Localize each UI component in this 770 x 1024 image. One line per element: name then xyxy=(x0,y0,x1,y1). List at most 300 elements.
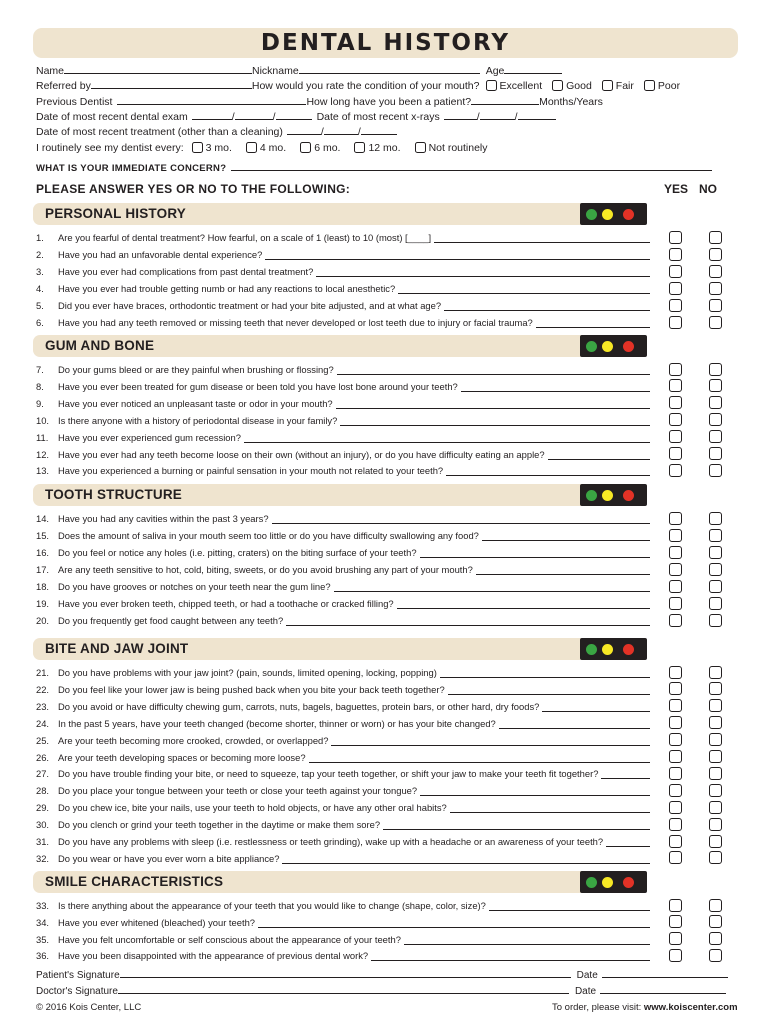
question-row xyxy=(36,899,650,912)
concern-label: WHAT IS YOUR IMMEDIATE CONCERN? xyxy=(36,163,227,174)
answer-line[interactable] xyxy=(499,728,650,729)
no-checkbox[interactable] xyxy=(709,682,722,695)
green-light-icon xyxy=(584,207,599,222)
question-text: Have you ever noticed an unpleasant taste or odor in your mouth? xyxy=(58,397,333,409)
referred-field[interactable] xyxy=(91,80,252,89)
instructions-heading: PLEASE ANSWER YES OR NO TO THE FOLLOWING: xyxy=(36,182,351,196)
question-row xyxy=(36,700,650,713)
rate-good-label: Good xyxy=(566,80,592,92)
yes-checkbox[interactable] xyxy=(669,767,682,780)
yellow-light-icon xyxy=(600,488,615,503)
answer-line[interactable] xyxy=(444,310,650,311)
routine-label: I routinely see my dentist every: xyxy=(36,142,184,154)
yes-checkbox[interactable] xyxy=(669,563,682,576)
question-row xyxy=(36,933,650,946)
question-row xyxy=(36,563,650,576)
recent-xrays-label: Date of most recent x-rays xyxy=(316,111,440,123)
no-checkbox[interactable] xyxy=(709,851,722,864)
rate-poor-checkbox[interactable] xyxy=(644,80,655,91)
answer-line[interactable] xyxy=(440,677,650,678)
yes-checkbox[interactable] xyxy=(669,699,682,712)
no-checkbox[interactable] xyxy=(709,733,722,746)
question-number: 32. xyxy=(36,852,50,864)
question-row xyxy=(36,414,650,427)
question-row xyxy=(36,282,650,295)
answer-line[interactable] xyxy=(450,812,650,813)
section-header xyxy=(33,638,647,660)
question-number: 24. xyxy=(36,717,50,729)
doctor-signature-row xyxy=(36,985,726,997)
no-checkbox[interactable] xyxy=(709,379,722,392)
answer-line[interactable] xyxy=(331,745,650,746)
patient-date-field[interactable] xyxy=(602,969,728,978)
no-checkbox[interactable] xyxy=(709,546,722,559)
question-number: 21. xyxy=(36,667,50,678)
previous-dentist-label: Previous Dentist xyxy=(36,96,113,108)
question-text: Did you ever have braces, orthodontic treatment or had your bite adjusted, and at what age? xyxy=(58,300,442,311)
order-url-link[interactable]: www.koiscenter.com xyxy=(643,1002,738,1013)
answer-line[interactable] xyxy=(316,276,650,277)
red-light-icon xyxy=(621,875,636,890)
question-text: Have you felt uncomfortable or self conscious about the appearance of your teeth? xyxy=(58,933,401,945)
header-line-dates: Date of most recent dental exam / / Date of most recent x-rays / / xyxy=(36,111,556,124)
question-text: Do you place your tongue between your teeth or close your teeth against your tongue? xyxy=(58,785,418,797)
question-text: Have you had any cavities within the past 3 years? xyxy=(58,513,269,524)
traffic-light-icon xyxy=(580,871,647,893)
question-number: 3. xyxy=(36,266,44,277)
answer-line[interactable] xyxy=(340,425,650,426)
question-number: 29. xyxy=(36,802,50,814)
section-header xyxy=(33,871,647,893)
recent-xrays-year[interactable] xyxy=(518,111,556,120)
question-number: 31. xyxy=(36,836,50,847)
answer-line[interactable] xyxy=(337,374,650,375)
question-row xyxy=(36,431,650,444)
question-row xyxy=(36,767,650,780)
answer-line[interactable] xyxy=(265,259,650,260)
no-checkbox[interactable] xyxy=(709,614,722,627)
patient-date-label: Date xyxy=(576,970,598,981)
yes-checkbox[interactable] xyxy=(669,265,682,278)
question-text: Have you had an unfavorable dental experience? xyxy=(58,249,263,260)
question-text: Do your gums bleed or are they painful when brushing or flossing? xyxy=(58,364,334,375)
question-text: Have you ever had trouble getting numb or had any reactions to local anesthetic? xyxy=(58,283,396,294)
question-number: 4. xyxy=(36,283,44,294)
header-line-treatment: Date of most recent treatment (other than a cleaning) / / xyxy=(36,126,397,139)
yes-checkbox[interactable] xyxy=(669,363,682,376)
section-title: SMILE CHARACTERISTICS xyxy=(45,874,224,889)
green-light-icon xyxy=(584,642,599,657)
question-number: 19. xyxy=(36,598,50,609)
question-row xyxy=(36,316,650,329)
question-row xyxy=(36,380,650,393)
how-long-label: How long have you been a patient? xyxy=(306,96,472,108)
question-text: Have you ever been treated for gum disease or been told you have lost bone around your teeth? xyxy=(58,380,458,392)
question-number: 22. xyxy=(36,683,50,695)
answer-line[interactable] xyxy=(548,459,650,460)
question-number: 14. xyxy=(36,513,50,524)
doctor-date-field[interactable] xyxy=(600,985,726,994)
yes-checkbox[interactable] xyxy=(669,430,682,443)
red-light-icon xyxy=(621,642,636,657)
rate-excellent-label: Excellent xyxy=(499,80,543,92)
yes-checkbox[interactable] xyxy=(669,835,682,848)
recent-treatment-year[interactable] xyxy=(361,126,397,135)
question-row xyxy=(36,299,650,312)
question-text: Do you wear or have you ever worn a bite appliance? xyxy=(58,852,280,864)
routine-6mo-checkbox[interactable] xyxy=(300,142,311,153)
no-checkbox[interactable] xyxy=(709,949,722,962)
question-text: Is there anything about the appearance of your teeth that you would like to change (shape, color, size)? xyxy=(58,900,486,911)
red-light-icon xyxy=(621,207,636,222)
routine-12mo-label: 12 mo. xyxy=(368,142,401,154)
red-light-icon xyxy=(621,339,636,354)
no-checkbox[interactable] xyxy=(709,464,722,477)
green-light-icon xyxy=(584,339,599,354)
no-checkbox[interactable] xyxy=(709,363,722,376)
no-checkbox[interactable] xyxy=(709,563,722,576)
answer-line[interactable] xyxy=(397,608,650,609)
question-text: Do you feel like your lower jaw is being pushed back when you bite your back teeth together? xyxy=(58,683,445,695)
question-number: 13. xyxy=(36,465,50,477)
name-label: Name xyxy=(36,65,65,77)
no-checkbox[interactable] xyxy=(709,265,722,278)
rate-poor-label: Poor xyxy=(657,80,681,92)
recent-exam-label: Date of most recent dental exam xyxy=(36,111,188,123)
yes-checkbox[interactable] xyxy=(669,580,682,593)
answer-line[interactable] xyxy=(404,944,650,945)
yes-checkbox[interactable] xyxy=(669,614,682,627)
question-row xyxy=(36,512,650,525)
rate-fair-checkbox[interactable] xyxy=(602,80,613,91)
rate-question: How would you rate the condition of your mouth? xyxy=(251,80,480,92)
question-row xyxy=(36,546,650,559)
question-number: 23. xyxy=(36,700,50,712)
question-number: 10. xyxy=(36,414,50,426)
answer-line[interactable] xyxy=(461,391,650,392)
answer-line[interactable] xyxy=(476,574,650,575)
question-number: 17. xyxy=(36,564,50,575)
answer-line[interactable] xyxy=(282,863,650,864)
no-checkbox[interactable] xyxy=(709,580,722,593)
question-row xyxy=(36,949,650,962)
no-checkbox[interactable] xyxy=(709,899,722,912)
section-title: PERSONAL HISTORY xyxy=(45,206,186,221)
previous-dentist-field[interactable] xyxy=(117,96,306,105)
answer-line[interactable] xyxy=(448,694,650,695)
traffic-light-icon xyxy=(580,638,647,660)
doctor-signature-label: Doctor's Signature xyxy=(36,986,118,997)
question-row xyxy=(36,784,650,797)
recent-xrays-day[interactable] xyxy=(480,111,515,120)
no-checkbox[interactable] xyxy=(709,597,722,610)
question-text: Are your teeth becoming more crooked, crowded, or overlapped? xyxy=(58,734,329,746)
no-checkbox[interactable] xyxy=(709,699,722,712)
answer-line[interactable] xyxy=(601,778,650,779)
question-row xyxy=(36,801,650,814)
yellow-light-icon xyxy=(600,339,615,354)
answer-line[interactable] xyxy=(272,523,650,524)
recent-treatment-month[interactable] xyxy=(287,126,321,135)
answer-line[interactable] xyxy=(383,829,650,830)
question-row xyxy=(36,248,650,261)
question-row xyxy=(36,597,650,610)
question-text: Do you clench or grind your teeth together in the daytime or make them sore? xyxy=(58,819,381,831)
routine-4mo-label: 4 mo. xyxy=(259,142,287,154)
question-text: Have you had any teeth removed or missing teeth that never developed or lost teeth due to injury or facial trauma? xyxy=(58,317,533,328)
no-checkbox[interactable] xyxy=(709,750,722,763)
yes-checkbox[interactable] xyxy=(669,682,682,695)
yellow-light-icon xyxy=(600,207,615,222)
yes-checkbox[interactable] xyxy=(669,447,682,460)
yes-checkbox[interactable] xyxy=(669,231,682,244)
yes-checkbox[interactable] xyxy=(669,529,682,542)
header-line-name xyxy=(36,65,562,78)
question-row xyxy=(36,717,650,730)
no-checkbox[interactable] xyxy=(709,282,722,295)
traffic-light-icon xyxy=(580,484,647,506)
header-line-referred xyxy=(36,80,680,93)
no-checkbox[interactable] xyxy=(709,529,722,542)
no-checkbox[interactable] xyxy=(709,801,722,814)
yes-checkbox[interactable] xyxy=(669,396,682,409)
no-checkbox[interactable] xyxy=(709,767,722,780)
question-row xyxy=(36,666,650,679)
section-title: BITE AND JAW JOINT xyxy=(45,641,189,656)
question-number: 28. xyxy=(36,785,50,797)
question-text: Do you avoid or have difficulty chewing gum, carrots, nuts, bagels, baguettes, protein bars, or other hard, dry foods? xyxy=(58,700,540,712)
no-checkbox[interactable] xyxy=(709,784,722,797)
question-text: In the past 5 years, have your teeth changed (become shorter, thinner or worn) or has your bite changed? xyxy=(58,717,496,729)
doctor-date-label: Date xyxy=(574,986,597,997)
yes-checkbox[interactable] xyxy=(669,413,682,426)
question-row xyxy=(36,397,650,410)
yes-checkbox[interactable] xyxy=(669,666,682,679)
recent-treatment-label: Date of most recent treatment (other than a cleaning) xyxy=(36,126,283,138)
name-field[interactable] xyxy=(64,65,252,74)
yes-checkbox[interactable] xyxy=(669,464,682,477)
answer-line[interactable] xyxy=(286,625,650,626)
yes-checkbox[interactable] xyxy=(669,316,682,329)
no-checkbox[interactable] xyxy=(709,248,722,261)
concern-row xyxy=(36,162,712,174)
copyright-text: © 2016 Kois Center, LLC xyxy=(36,1002,142,1013)
question-number: 18. xyxy=(36,581,50,592)
section-header xyxy=(33,484,647,506)
question-text: Are you fearful of dental treatment? How fearful, on a scale of 1 (least) to 10 (most) [____] xyxy=(58,232,432,243)
no-checkbox[interactable] xyxy=(709,716,722,729)
no-checkbox[interactable] xyxy=(709,447,722,460)
question-text: Are any teeth sensitive to hot, cold, biting, sweets, or do you avoid brushing any part of your mouth? xyxy=(58,564,473,575)
rate-fair-label: Fair xyxy=(615,80,634,92)
recent-exam-month[interactable] xyxy=(192,111,232,120)
yes-checkbox[interactable] xyxy=(669,733,682,746)
question-text: Do you frequently get food caught between any teeth? xyxy=(58,615,284,626)
question-text: Do you have problems with your jaw joint? (pain, sounds, limited opening, locking, popping) xyxy=(58,667,437,678)
question-number: 33. xyxy=(36,900,50,911)
yes-checkbox[interactable] xyxy=(669,299,682,312)
traffic-light-icon xyxy=(580,203,647,225)
recent-xrays-month[interactable] xyxy=(444,111,477,120)
yes-checkbox[interactable] xyxy=(669,597,682,610)
answer-line[interactable] xyxy=(434,242,650,243)
question-row xyxy=(36,265,650,278)
answer-line[interactable] xyxy=(336,408,650,409)
question-number: 20. xyxy=(36,615,50,626)
question-text: Do you have any problems with sleep (i.e. restlessness or teeth grinding), wake up with a headache or an awareness of your teeth? xyxy=(58,836,604,847)
question-number: 7. xyxy=(36,364,44,375)
section-title: TOOTH STRUCTURE xyxy=(45,487,182,502)
yes-checkbox[interactable] xyxy=(669,716,682,729)
header-line-previous-dentist xyxy=(36,96,603,109)
yes-checkbox[interactable] xyxy=(669,932,682,945)
question-number: 30. xyxy=(36,819,50,831)
answer-line[interactable] xyxy=(371,960,650,961)
age-field[interactable] xyxy=(504,65,562,74)
question-number: 9. xyxy=(36,397,44,409)
question-text: Is there anyone with a history of periodontal disease in your family? xyxy=(58,414,338,426)
question-text: Have you ever broken teeth, chipped teeth, or had a toothache or cracked filling? xyxy=(58,598,394,609)
no-checkbox[interactable] xyxy=(709,666,722,679)
answer-line[interactable] xyxy=(334,591,650,592)
question-number: 6. xyxy=(36,317,44,328)
question-row xyxy=(36,580,650,593)
patient-signature-field[interactable] xyxy=(120,969,571,978)
question-number: 16. xyxy=(36,547,50,558)
yes-checkbox[interactable] xyxy=(669,818,682,831)
yes-checkbox[interactable] xyxy=(669,379,682,392)
section-title: GUM AND BONE xyxy=(45,338,155,353)
order-info xyxy=(552,1002,738,1013)
recent-exam-year[interactable] xyxy=(276,111,312,120)
question-number: 15. xyxy=(36,530,50,541)
nickname-label: Nickname xyxy=(252,65,299,77)
no-checkbox[interactable] xyxy=(709,932,722,945)
no-checkbox[interactable] xyxy=(709,231,722,244)
question-text: Have you ever had complications from past dental treatment? xyxy=(58,266,314,277)
answer-line[interactable] xyxy=(542,711,650,712)
routine-4mo-checkbox[interactable] xyxy=(246,142,257,153)
question-text: Have you ever had any teeth become loose on their own (without an injury), or do you have difficulty eating an apple? xyxy=(58,448,545,460)
answer-line[interactable] xyxy=(398,293,650,294)
no-column-label: NO xyxy=(699,182,717,196)
no-checkbox[interactable] xyxy=(709,818,722,831)
concern-field[interactable] xyxy=(231,162,712,171)
question-text: Have you been disappointed with the appearance of previous dental work? xyxy=(58,950,369,962)
question-number: 8. xyxy=(36,380,44,392)
question-row xyxy=(36,683,650,696)
nickname-field[interactable] xyxy=(299,65,480,74)
answer-line[interactable] xyxy=(489,910,650,911)
question-row xyxy=(36,529,650,542)
yes-checkbox[interactable] xyxy=(669,915,682,928)
yes-checkbox[interactable] xyxy=(669,949,682,962)
routine-12mo-checkbox[interactable] xyxy=(354,142,365,153)
yes-checkbox[interactable] xyxy=(669,899,682,912)
question-number: 5. xyxy=(36,300,44,311)
question-number: 25. xyxy=(36,734,50,746)
no-checkbox[interactable] xyxy=(709,512,722,525)
no-checkbox[interactable] xyxy=(709,299,722,312)
yes-checkbox[interactable] xyxy=(669,248,682,261)
question-row xyxy=(36,734,650,747)
yes-checkbox[interactable] xyxy=(669,851,682,864)
no-checkbox[interactable] xyxy=(709,396,722,409)
months-years-label: Months/Years xyxy=(539,96,603,108)
question-text: Have you ever whitened (bleached) your teeth? xyxy=(58,916,255,928)
answer-line[interactable] xyxy=(536,327,650,328)
question-text: Do you chew ice, bite your nails, use your teeth to hold objects, or have any other oral habits? xyxy=(58,802,447,814)
yes-checkbox[interactable] xyxy=(669,784,682,797)
question-text: Do you feel or notice any holes (i.e. pitting, craters) on the biting surface of your teeth? xyxy=(58,547,417,558)
doctor-signature-field[interactable] xyxy=(118,985,569,994)
how-long-field[interactable] xyxy=(471,96,539,105)
question-row xyxy=(36,751,650,764)
page-title: DENTAL HISTORY xyxy=(33,28,738,58)
no-checkbox[interactable] xyxy=(709,316,722,329)
answer-line[interactable] xyxy=(420,795,650,796)
question-text: Have you experienced a burning or painful sensation in your mouth not related to your teeth? xyxy=(58,465,444,477)
answer-line[interactable] xyxy=(606,846,650,847)
answer-line[interactable] xyxy=(420,557,650,558)
yes-checkbox[interactable] xyxy=(669,512,682,525)
routine-3mo-label: 3 mo. xyxy=(205,142,232,154)
question-number: 36. xyxy=(36,950,50,962)
no-checkbox[interactable] xyxy=(709,835,722,848)
question-text: Are your teeth developing spaces or becoming more loose? xyxy=(58,751,306,763)
answer-line[interactable] xyxy=(446,475,650,476)
yes-checkbox[interactable] xyxy=(669,801,682,814)
age-label: Age xyxy=(485,65,505,77)
traffic-light-icon xyxy=(580,335,647,357)
question-row xyxy=(36,835,650,848)
question-number: 12. xyxy=(36,448,50,460)
routine-not-label: Not routinely xyxy=(428,142,488,154)
yes-checkbox[interactable] xyxy=(669,546,682,559)
routine-not-checkbox[interactable] xyxy=(415,142,426,153)
question-text: Do you have trouble finding your bite, or need to squeeze, tap your teeth together, or shift your jaw to make your teeth fit together? xyxy=(58,768,599,780)
yellow-light-icon xyxy=(600,875,615,890)
question-number: 35. xyxy=(36,933,50,945)
question-row xyxy=(36,448,650,461)
question-number: 11. xyxy=(36,431,49,443)
no-checkbox[interactable] xyxy=(709,413,722,426)
green-light-icon xyxy=(584,875,599,890)
header-line-routine xyxy=(36,142,488,155)
section-header xyxy=(33,203,647,225)
section-header xyxy=(33,335,647,357)
question-number: 26. xyxy=(36,751,50,763)
rate-good-checkbox[interactable] xyxy=(552,80,563,91)
yes-checkbox[interactable] xyxy=(669,282,682,295)
answer-line[interactable] xyxy=(309,762,650,763)
no-checkbox[interactable] xyxy=(709,915,722,928)
recent-treatment-day[interactable] xyxy=(324,126,358,135)
routine-3mo-checkbox[interactable] xyxy=(192,142,203,153)
yes-checkbox[interactable] xyxy=(669,750,682,763)
question-number: 2. xyxy=(36,249,44,260)
answer-line[interactable] xyxy=(482,540,650,541)
answer-line[interactable] xyxy=(258,927,650,928)
patient-signature-label: Patient's Signature xyxy=(36,970,120,981)
question-row xyxy=(36,231,650,244)
question-text: Have you ever experienced gum recession? xyxy=(58,431,241,443)
rate-excellent-checkbox[interactable] xyxy=(486,80,497,91)
no-checkbox[interactable] xyxy=(709,430,722,443)
recent-exam-day[interactable] xyxy=(235,111,273,120)
question-row xyxy=(36,852,650,865)
answer-line[interactable] xyxy=(244,442,650,443)
